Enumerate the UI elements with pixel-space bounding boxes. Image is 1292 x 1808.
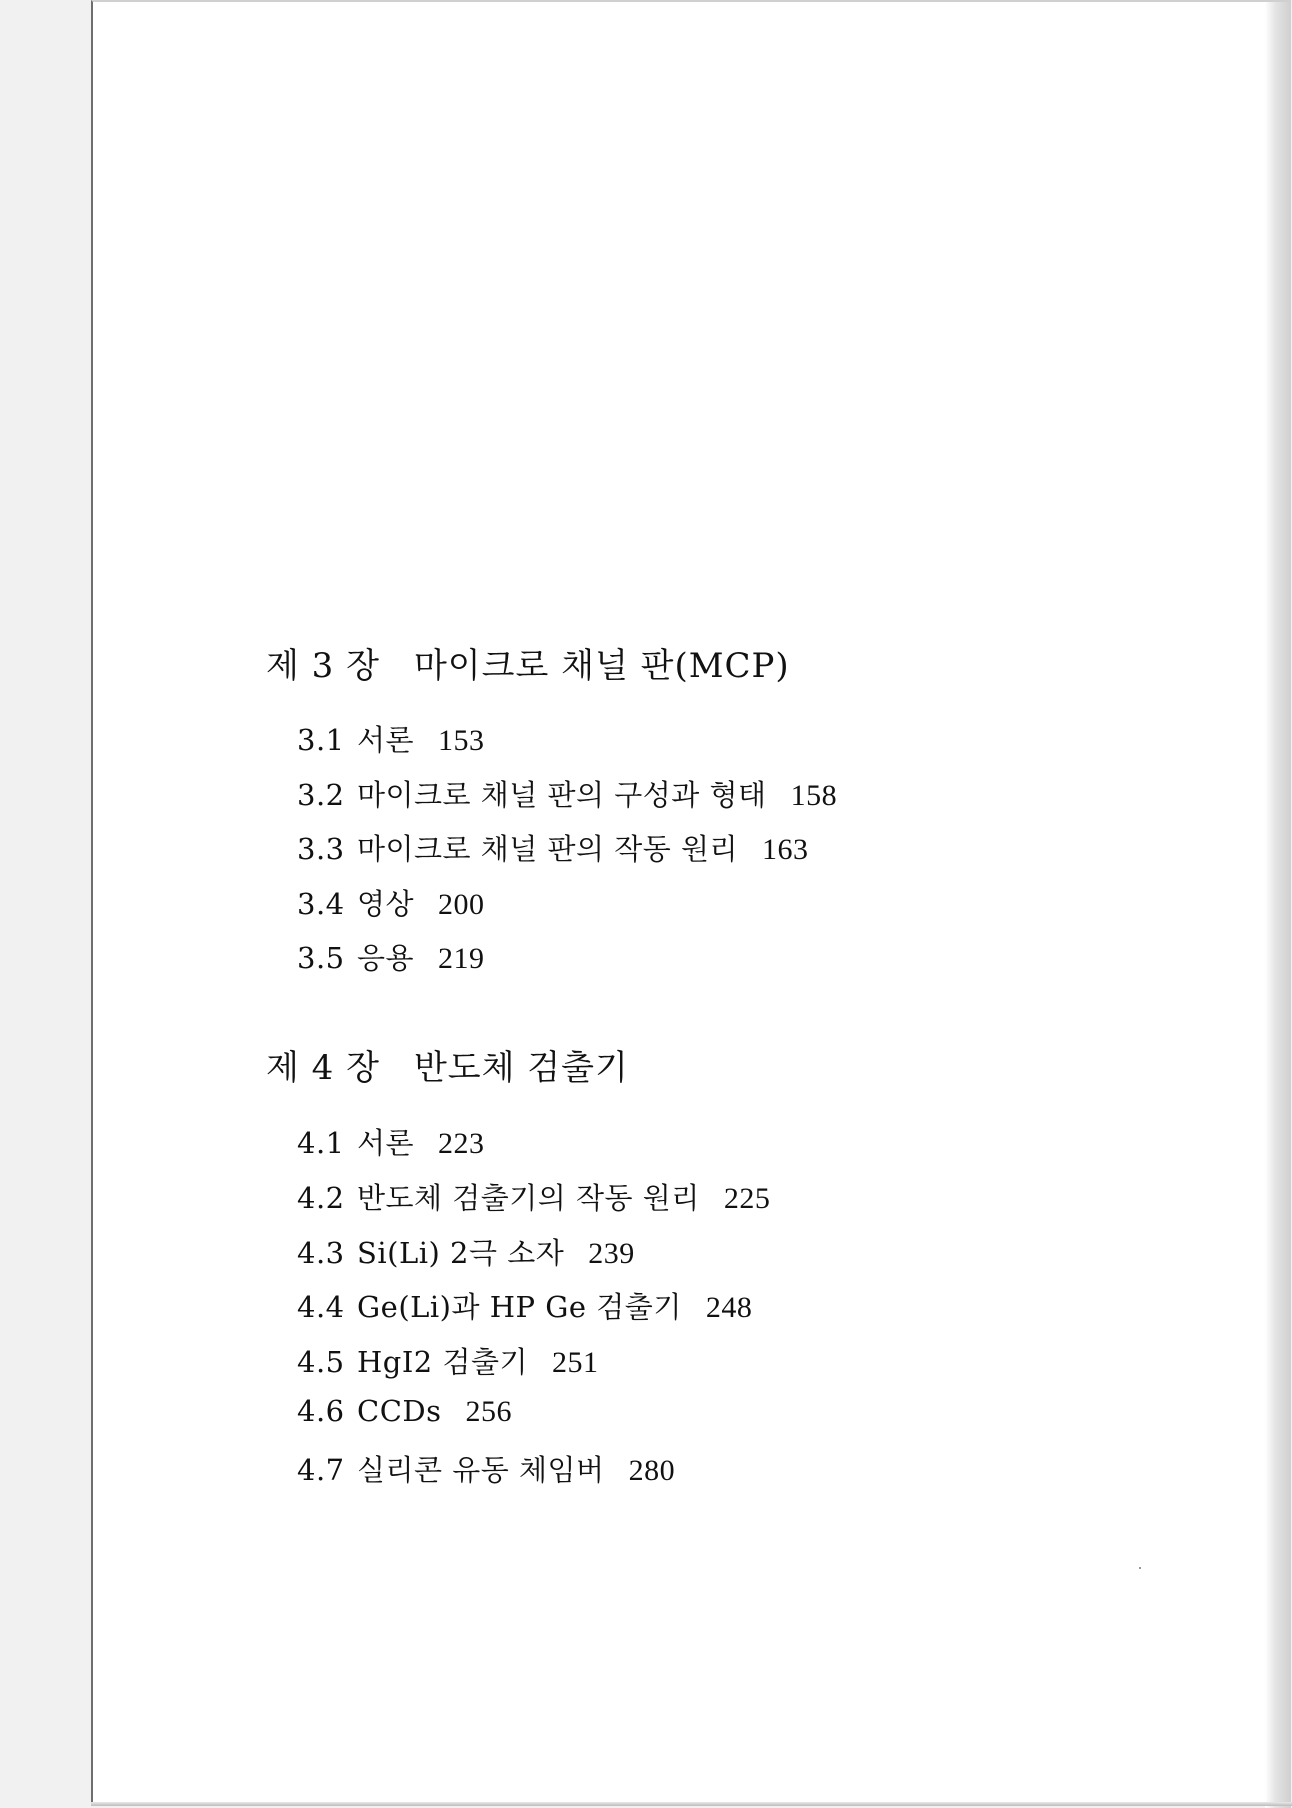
section-number: 4.7: [297, 1453, 357, 1487]
section-title: Ge(Li)과 HP Ge 검출기: [357, 1290, 682, 1324]
chapter-4: [93, 2, 1291, 1806]
toc-entry: [297, 1340, 599, 1381]
section-number: 3.5: [297, 941, 357, 975]
page-number: 153: [438, 724, 485, 757]
toc-entry: [297, 1121, 485, 1162]
section-title: 반도체 검출기의 작동 원리: [357, 1181, 700, 1215]
section-number: 4.4: [297, 1290, 357, 1324]
section-title: HgI2 검출기: [357, 1345, 528, 1379]
page-number: 163: [762, 833, 809, 866]
page-number: 225: [724, 1182, 771, 1215]
page-bottom-shadow: [91, 1802, 1292, 1806]
section-title: 실리콘 유동 체임버: [357, 1453, 605, 1487]
section-number: 3.2: [297, 778, 357, 812]
page-number: 280: [629, 1454, 676, 1487]
section-number: 4.6: [297, 1394, 357, 1428]
section-number: 3.3: [297, 832, 357, 866]
section-title: CCDs: [357, 1394, 442, 1428]
chapter-title: 마이크로 채널 판(MCP): [414, 646, 790, 686]
document-page: [91, 0, 1291, 1806]
page-number: 200: [438, 888, 485, 921]
section-number: 4.1: [297, 1126, 357, 1160]
toc-entry: [297, 1231, 635, 1272]
section-number: 4.2: [297, 1181, 357, 1215]
section-title: 응용: [357, 941, 414, 975]
section-number: 3.4: [297, 887, 357, 921]
section-title: 영상: [357, 887, 414, 921]
chapter-title: 반도체 검출기: [414, 1048, 629, 1088]
toc-entry: [297, 1285, 752, 1326]
toc-entry: [297, 1448, 675, 1489]
page-number: 219: [438, 942, 485, 975]
section-title: Si(Li) 2극 소자: [357, 1236, 564, 1270]
page-number: 251: [552, 1346, 599, 1379]
page-number: 256: [466, 1395, 513, 1428]
table-of-contents: [93, 2, 1291, 1806]
chapter-number: 제 3 장: [266, 646, 380, 686]
section-title: 마이크로 채널 판의 작동 원리: [357, 832, 738, 866]
section-number: 4.3: [297, 1236, 357, 1270]
chapter-number: 제 4 장: [266, 1048, 380, 1088]
section-title: 서론: [357, 1126, 414, 1160]
section-title: 마이크로 채널 판의 구성과 형태: [357, 778, 767, 812]
toc-entry: [297, 1176, 770, 1217]
page-number: 158: [791, 779, 838, 812]
section-number: 4.5: [297, 1345, 357, 1379]
scan-speck: [1139, 1567, 1141, 1569]
section-number: 3.1: [297, 723, 357, 757]
section-title: 서론: [357, 723, 414, 757]
page-number: 248: [706, 1291, 753, 1324]
page-number: 239: [588, 1237, 635, 1270]
chapter-heading: [266, 1040, 629, 1089]
page-number: 223: [438, 1127, 485, 1160]
toc-entry: [297, 1394, 512, 1429]
